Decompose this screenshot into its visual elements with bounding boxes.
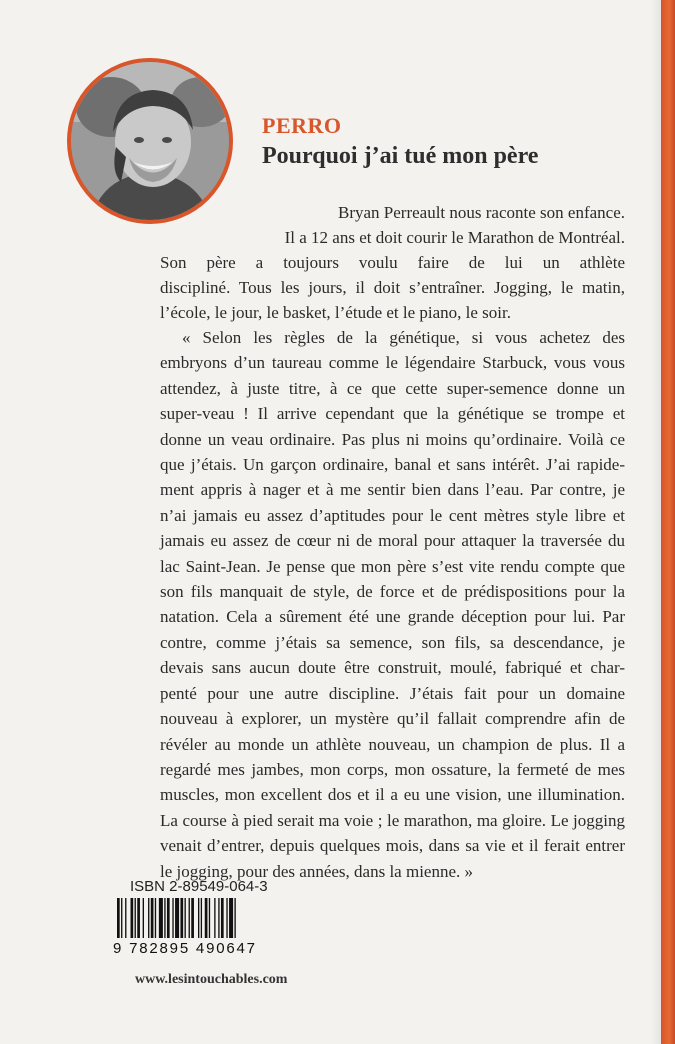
excerpt-line: La course à pied serait ma voie ; le marathon, ma gloire. Le jogging xyxy=(160,810,625,830)
intro-line: Bryan Perreault nous raconte son enfance. xyxy=(338,203,625,222)
intro-line: discipliné. Tous les jours, il doit s’entraîner. Jogging, le matin, xyxy=(160,278,625,297)
book-title: Pourquoi j’ai tué mon père xyxy=(262,143,539,169)
barcode-bar xyxy=(143,898,144,938)
book-spine-edge xyxy=(661,0,675,1044)
barcode-bar xyxy=(159,898,163,938)
barcode-bar xyxy=(234,898,235,938)
excerpt-line: contre, comme j’étais sa semence, son fils, sa descendance, je xyxy=(160,632,625,652)
barcode-bar xyxy=(135,898,136,938)
intro-line: Son père a toujours voulu faire de lui un athlète xyxy=(160,253,625,272)
excerpt-line: muscles, mon excellent dos et il a eu une vision, une illumination. xyxy=(160,785,625,805)
barcode-bar xyxy=(209,898,210,938)
barcode-bar xyxy=(180,898,183,938)
barcode-bar xyxy=(164,898,165,938)
barcode-bar xyxy=(218,898,219,938)
isbn-label: ISBN 2-89549-064-3 xyxy=(130,878,268,895)
excerpt-line: nouveau à explorer, un mystère qu’il fallait comprendre afin de xyxy=(160,709,625,729)
excerpt-line: super-veau ! Il arrive cependant que la génétique se trompe et xyxy=(160,404,625,424)
excerpt-line: jamais eu assez de cœur ni de moral pour attaquer la traversée du xyxy=(160,531,625,551)
barcode-bar xyxy=(191,898,194,938)
barcode-bar xyxy=(125,898,126,938)
barcode-bar xyxy=(137,898,140,938)
barcode-bar xyxy=(229,898,233,938)
barcode-bar xyxy=(185,898,186,938)
barcode-bars-icon xyxy=(113,898,281,942)
excerpt-line: « Selon les règles de la génétique, si vous achetez des xyxy=(182,328,625,347)
excerpt-line: regardé mes jambes, mon corps, mon ossature, la fermeté de mes xyxy=(160,759,625,779)
excerpt-line: venait d’entrer, depuis quelques mois, dans sa vie et il ferait entrer xyxy=(160,836,625,856)
barcode-bar xyxy=(167,898,170,938)
barcode-bar xyxy=(198,898,199,938)
page-shadow xyxy=(651,0,661,1044)
barcode-bar xyxy=(117,898,120,938)
excerpt-line: donne un veau ordinaire. Pas plus ni moins qu’ordinaire. Voilà ce xyxy=(160,429,625,449)
excerpt-line: attendez, à juste titre, à ce que cette super-semence donne un xyxy=(160,378,625,398)
excerpt-line: embryons d’un taureau comme le légendaire Starbuck, vous vous xyxy=(160,353,625,373)
barcode-bar xyxy=(175,898,179,938)
excerpt-line: natation. Cela a sûrement été une grande déception pour lui. Par xyxy=(160,607,625,627)
barcode-bar xyxy=(151,898,154,938)
intro-line: Il a 12 ans et doit courir le Marathon de Montréal. xyxy=(284,228,625,247)
intro-line: l’école, le jour, le basket, l’étude et le piano, le soir. xyxy=(160,303,511,322)
excerpt-line: son fils manquait de style, de force et de prédispositions pour la xyxy=(160,582,625,602)
barcode-bar xyxy=(121,898,122,938)
barcode-bar xyxy=(214,898,215,938)
barcode-bar xyxy=(155,898,156,938)
barcode-bar xyxy=(205,898,208,938)
barcode-bar xyxy=(201,898,202,938)
barcode-bar xyxy=(131,898,134,938)
excerpt-line: ment appris à nager et à me sentir bien dans l’eau. Par contre, je xyxy=(160,480,625,500)
author-name: PERRO xyxy=(262,113,342,138)
excerpt-paragraph xyxy=(160,325,625,884)
excerpt-line: devais sans aucun doute être construit, moulé, fabriqué et char- xyxy=(160,658,625,678)
barcode-bar xyxy=(226,898,227,938)
excerpt-line: n’ai jamais eu assez d’aptitudes pour le cent mètres style libre et xyxy=(160,505,625,525)
barcode-bar xyxy=(221,898,224,938)
excerpt-line: lac Saint-Jean. Je pense que mon père s’est vite rendu compte que xyxy=(160,556,625,576)
publisher-website: www.lesintouchables.com xyxy=(135,972,288,987)
excerpt-line: que j’étais. Un garçon ordinaire, banal et sans intérêt. J’ai rapide- xyxy=(160,455,625,475)
barcode-digits: 9 782895 490647 xyxy=(113,940,257,957)
barcode-bar xyxy=(172,898,173,938)
intro-paragraph xyxy=(160,200,625,325)
excerpt-line: révéler au monde un athlète nouveau, un champion de plus. Il a xyxy=(160,734,625,754)
excerpt-line: penté pour une autre discipline. J’étais fait pour un domaine xyxy=(160,683,625,703)
barcode-bar xyxy=(189,898,190,938)
barcode-bar xyxy=(148,898,149,938)
excerpt-line: le jogging, pour des années, dans la mienne. » xyxy=(160,861,474,881)
